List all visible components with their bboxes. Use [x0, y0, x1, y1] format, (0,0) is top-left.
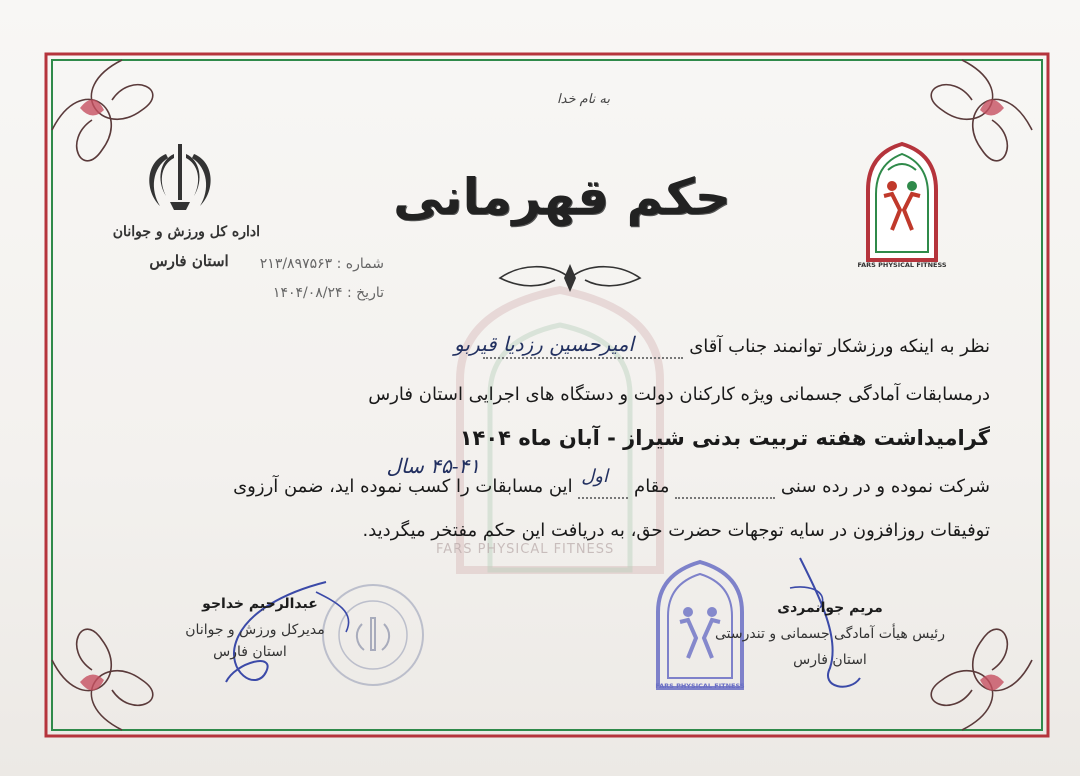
left-signer-name: عبدالرحیم خداجو: [202, 596, 318, 612]
body-line-2: درمسابقات آمادگی جسمانی ویژه کارکنان دولت و دستگاه های اجرایی استان فارس: [368, 384, 990, 405]
body-line-4: [233, 476, 990, 499]
left-signer-province: استان فارس: [213, 644, 287, 660]
left-signer-title: مدیرکل ورزش و جوانان: [185, 622, 325, 638]
line4-b: مقام: [634, 476, 670, 497]
athlete-name-handwritten: امیرحسین رزدیا قیربو: [454, 332, 634, 356]
body-line-5: توفیقات روزافزون در سایه توجهات حضرت حق، به دریافت این حکم مفتخر میگردید.: [362, 520, 990, 541]
date-label: تاریخ :: [346, 285, 384, 301]
fpf-logo-caption: FARS PHYSICAL FITNESS: [857, 261, 947, 269]
age-group-handwritten: ۴۵-۴۱ سال: [386, 454, 480, 478]
rank-handwritten: اول: [581, 466, 608, 487]
fars-physical-fitness-logo-icon: [857, 140, 947, 270]
number-value: ۲۱۳/۸۹۷۵۶۳: [259, 256, 333, 272]
stamp-caption: FARS PHYSICAL FITNESS: [655, 682, 745, 690]
certificate-date: [252, 285, 384, 301]
number-label: شماره :: [336, 256, 384, 272]
right-signer-province: استان فارس: [793, 652, 867, 668]
org-name-line2: استان فارس: [149, 252, 229, 270]
right-signer-name: مریم جوانمردی: [777, 600, 883, 616]
line4-a: شرکت نموده و در رده سنی: [780, 476, 990, 497]
line4-c: این مسابقات را کسب نموده اید، ضمن آرزوی: [233, 476, 573, 497]
date-value: ۱۴۰۴/۰۸/۲۴: [272, 285, 343, 301]
body-line-3: گرامیداشت هفته تربیت بدنی شیراز - آبان ماه ۱۴۰۴: [459, 426, 990, 450]
org-name-line1: اداره کل ورزش و جوانان: [112, 224, 260, 240]
basmala-text: به نام خدا: [557, 92, 610, 107]
certificate-number: [252, 256, 384, 272]
certificate-title: حکم قهرمانی: [393, 168, 731, 226]
line1-prefix: نظر به اینکه ورزشکار توانمند جناب آقای: [689, 336, 990, 357]
title-ornament-icon: [480, 258, 660, 298]
watermark-caption: FARS PHYSICAL FITNESS: [436, 542, 615, 557]
iran-emblem-icon: [140, 140, 220, 218]
right-signature-icon: [760, 548, 880, 698]
right-signer-title: رئیس هیأت آمادگی جسمانی و تندرستی: [715, 626, 945, 642]
